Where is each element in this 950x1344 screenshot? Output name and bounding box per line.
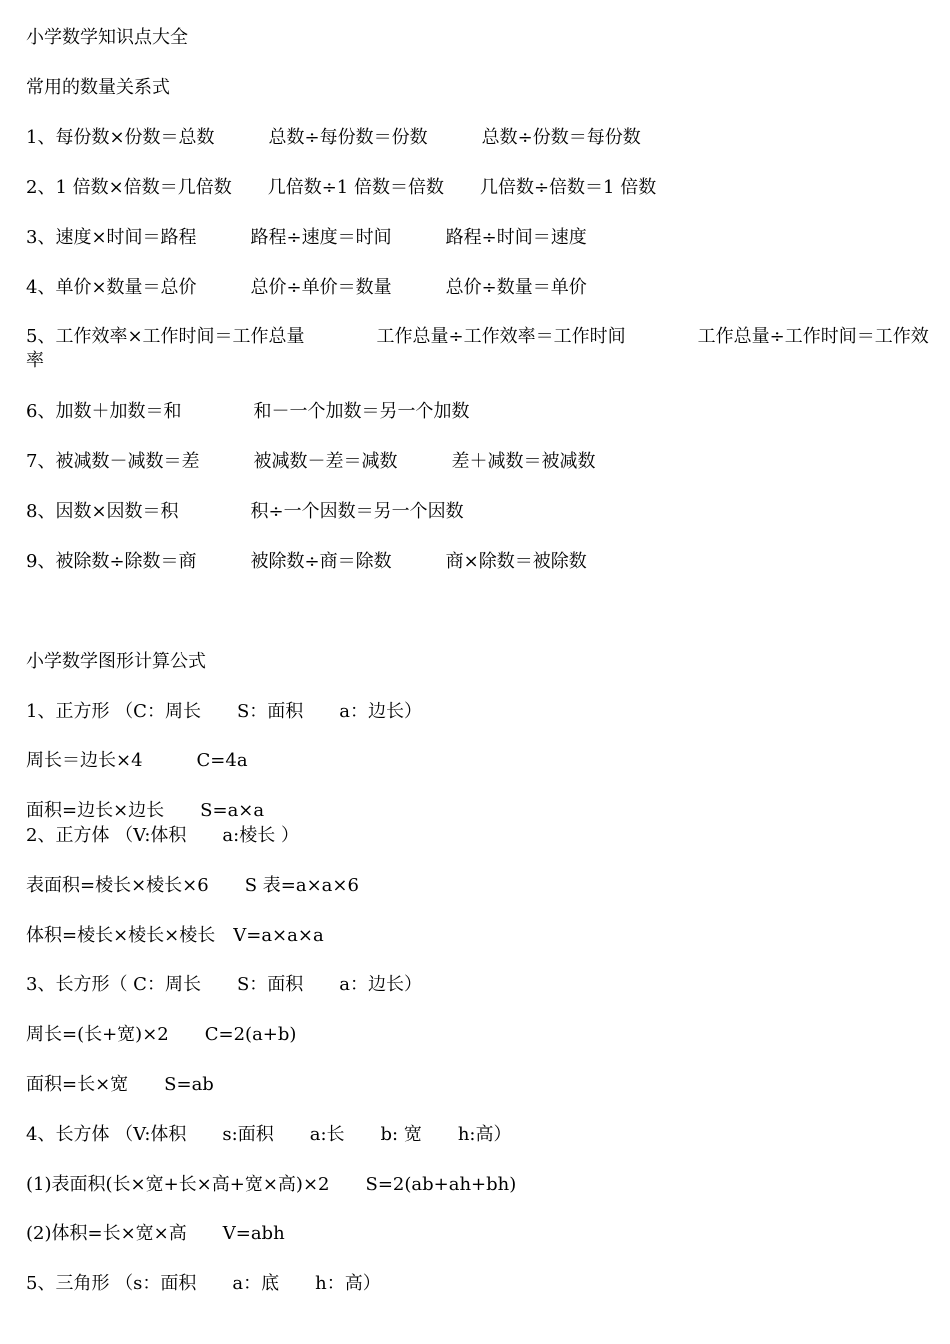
formula-line-cube-surface: 表面积=棱长×棱长×6 S 表=a×a×6 [26,875,359,896]
formula-line-rectangle-perimeter: 周长=(长+宽)×2 C=2(a+b) [26,1024,297,1045]
formula-line-cuboid-volume: (2)体积=长×宽×高 V=abh [26,1223,285,1244]
formula-line-rectangle-heading: 3、长方形（ C：周长 S：面积 a：边长） [26,974,423,995]
formula-line-square-heading: 1、正方形 （C：周长 S：面积 a：边长） [26,701,423,722]
formula-line-cuboid-surface: (1)表面积(长×宽+长×高+宽×高)×2 S=2(ab+ah+bh) [26,1174,517,1195]
formula-line-cube-heading: 2、正方体 （V:体积 a:棱长 ） [26,825,299,846]
document-title: 小学数学知识点大全 [26,27,188,48]
relation-item-3: 3、速度×时间＝路程 路程÷速度＝时间 路程÷时间＝速度 [26,227,587,248]
section-heading-relations: 常用的数量关系式 [26,77,170,98]
relation-item-1: 1、每份数×份数＝总数 总数÷每份数＝份数 总数÷份数＝每份数 [26,127,641,148]
relation-item-6: 6、加数＋加数＝和 和－一个加数＝另一个加数 [26,401,470,422]
relation-item-9: 9、被除数÷除数＝商 被除数÷商＝除数 商×除数＝被除数 [26,551,587,572]
section-heading-formulas: 小学数学图形计算公式 [26,651,206,672]
relation-item-4: 4、单价×数量＝总价 总价÷单价＝数量 总价÷数量＝单价 [26,277,587,298]
relation-item-8: 8、因数×因数＝积 积÷一个因数＝另一个因数 [26,501,464,522]
relation-item-7: 7、被减数－减数＝差 被减数－差＝减数 差＋减数＝被减数 [26,451,596,472]
formula-line-cuboid-heading: 4、长方体 （V:体积 s:面积 a:长 b: 宽 h:高） [26,1124,512,1145]
formula-line-square-perimeter: 周长＝边长×4 C=4a [26,750,248,771]
relation-item-2: 2、1 倍数×倍数＝几倍数 几倍数÷1 倍数＝倍数 几倍数÷倍数＝1 倍数 [26,177,657,198]
relation-item-5: 5、工作效率×工作时间＝工作总量 工作总量÷工作效率＝工作时间 工作总量÷工作时间＝工作效率 [26,326,929,371]
formula-line-square-area: 面积=边长×边长 S=a×a [26,800,265,821]
formula-line-rectangle-area: 面积=长×宽 S=ab [26,1074,214,1095]
formula-line-triangle-heading: 5、三角形 （s：面积 a：底 h：高） [26,1273,381,1294]
formula-line-cube-volume: 体积=棱长×棱长×棱长 V=a×a×a [26,925,324,946]
